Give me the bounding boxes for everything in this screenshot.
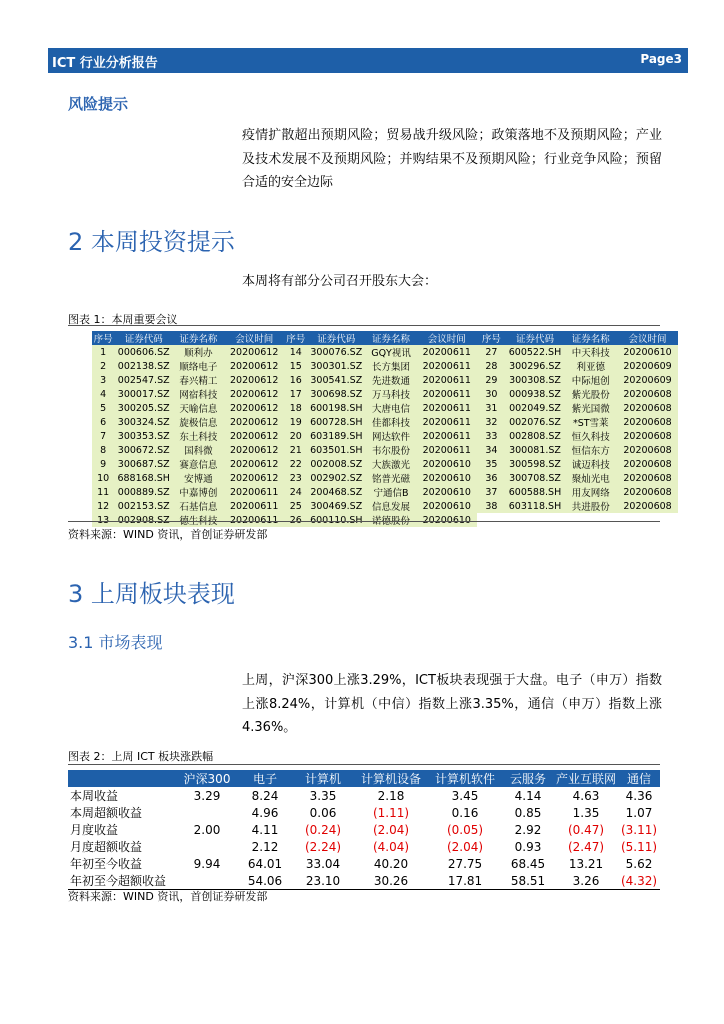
table-cell: 赛意信息 [173,457,224,471]
table-cell: 300708.SZ [506,471,565,485]
table-cell: 600110.SH [307,513,366,527]
table-cell: 300672.SZ [114,443,173,457]
table-cell: 20200612 [224,387,285,401]
table-row [92,457,678,471]
table-cell: 紫光股份 [564,387,617,401]
table-cell: 002902.SZ [307,471,366,485]
table-row [92,415,678,429]
table-cell: 1.07 [625,805,653,820]
table-cell: 0.93 [514,839,542,854]
table-cell: 31 [477,401,505,415]
table-cell: 40.20 [373,856,409,871]
table-cell: 2.18 [377,788,405,803]
table-cell: 603189.SH [307,429,366,443]
table-cell: 4.96 [251,805,279,820]
table-cell: 12 [92,499,114,513]
table-cell: 宁通信B [366,485,417,499]
table-cell [176,872,238,890]
table-cell: 5.62 [625,856,653,871]
table-cell: 300301.SZ [307,359,366,373]
table-cell: 0.85 [514,805,542,820]
table-cell: 15 [285,359,307,373]
table-cell [506,513,565,527]
table-cell: 26 [285,513,307,527]
table-cell: 共进股份 [564,499,617,513]
table-cell: 顺络电子 [173,359,224,373]
table-cell: 300541.SZ [307,373,366,387]
table-cell: 21 [285,443,307,457]
table-header-cell: 电子 [238,770,292,787]
table-2-caption: 图表 2：上周 ICT 板块涨跌幅 [68,750,214,763]
table-cell: 20 [285,429,307,443]
table-cell: 17.81 [428,872,502,890]
table-cell: 603118.SH [506,499,565,513]
table-cell: 600198.SH [307,401,366,415]
table-cell: 64.01 [247,856,283,871]
table-cell: 20200612 [224,359,285,373]
table-cell: 20200610 [416,485,477,499]
table-cell: 4.11 [251,822,279,837]
table-cell: 20200612 [224,401,285,415]
table-cell: 603501.SH [307,443,366,457]
table-cell: 中嘉博创 [173,485,224,499]
table-row [92,359,678,373]
table-cell: 20200608 [617,471,678,485]
table-cell: 002138.SZ [114,359,173,373]
table-cell: 33 [477,429,505,443]
table-header-cell: 证券代码 [506,331,565,345]
table-1-caption: 图表 1：本周重要会议 [68,313,178,326]
caption-1-rule [68,325,660,326]
table-cell: 23 [285,471,307,485]
table-header-cell: 会议时间 [416,331,477,345]
table-cell: 20200611 [416,401,477,415]
table-header-cell: 沪深300 [176,770,238,787]
table-cell: 20200609 [617,359,678,373]
table-header-cell: 序号 [477,331,505,345]
table-cell: 33.04 [305,856,341,871]
row-label: 年初至今收益 [70,857,143,871]
table-cell: 9.94 [193,856,221,871]
table-row [92,387,678,401]
table-cell: 3.29 [193,788,221,803]
table-header-cell: 证券名称 [564,331,617,345]
table-cell: 600588.SH [506,485,565,499]
table-cell: 24 [285,485,307,499]
table-cell: 20200612 [224,373,285,387]
table-cell: (2.04) [372,822,410,837]
table-header-cell: 证券名称 [366,331,417,345]
table-cell: 22 [285,457,307,471]
table-cell: 28 [477,359,505,373]
table-header-cell: 计算机软件 [428,770,502,787]
table-cell: 18 [285,401,307,415]
table-cell: 中际旭创 [564,373,617,387]
table-cell: 20200608 [617,387,678,401]
table-row [68,804,660,821]
table-cell: 002808.SZ [506,429,565,443]
table-header-cell: 证券代码 [307,331,366,345]
table-cell: 大唐电信 [366,401,417,415]
table-cell: 14 [285,345,307,359]
table-cell: 002908.SZ [114,513,173,527]
table-cell [477,513,505,527]
table-cell: 600728.SH [307,415,366,429]
table-header-cell: 会议时间 [617,331,678,345]
table-cell: 先进数通 [366,373,417,387]
table-cell: 紫光国微 [564,401,617,415]
table-cell: 27 [477,345,505,359]
meetings-table-header [92,331,678,345]
table-cell: 20200611 [416,387,477,401]
table-row [92,429,678,443]
table-cell: 4.36 [625,788,653,803]
table-cell: 20200611 [224,499,285,513]
table-cell: 200468.SZ [307,485,366,499]
table-cell: 20200612 [224,471,285,485]
meetings-table [92,331,678,527]
table-cell: 300687.SZ [114,457,173,471]
table-row [92,443,678,457]
row-label: 月度超额收益 [70,840,143,854]
table-cell: 37 [477,485,505,499]
table-cell: 20200610 [416,471,477,485]
table-cell: (0.05) [446,822,484,837]
table-row [92,485,678,499]
table-cell: 长方集团 [366,359,417,373]
section-2-intro: 本周将有部分公司召开股东大会： [242,274,438,289]
table-cell: 4 [92,387,114,401]
table-cell: 20200611 [416,443,477,457]
table-cell: 20200608 [617,401,678,415]
table-cell: 利亚德 [564,359,617,373]
row-label: 本周收益 [70,789,119,803]
table-cell: (5.11) [620,839,658,854]
section-2-heading: 2 本周投资提示 [68,228,235,256]
table-row [92,373,678,387]
table-header-cell: 证券代码 [114,331,173,345]
table-cell: (2.47) [567,839,605,854]
table-cell: 20200608 [617,485,678,499]
table-cell: 7 [92,429,114,443]
table-cell: 用友网络 [564,485,617,499]
table-cell: 20200608 [617,457,678,471]
table-cell: (0.24) [304,822,342,837]
caption-2-rule [68,764,660,765]
table-row [68,872,660,890]
table-cell: 300353.SZ [114,429,173,443]
table-cell: 20200612 [224,443,285,457]
table-cell: 20200609 [617,373,678,387]
table-cell: 国科微 [173,443,224,457]
table-cell: 000938.SZ [506,387,565,401]
table-cell: 4.63 [572,788,600,803]
table-cell: (2.04) [446,839,484,854]
table-cell: 大族激光 [366,457,417,471]
table-cell: 20200612 [224,429,285,443]
table-header-cell: 序号 [285,331,307,345]
table-row [92,499,678,513]
table-cell: 34 [477,443,505,457]
table-cell: 688168.SH [114,471,173,485]
table-cell: 13.21 [568,856,604,871]
table-cell: 20200611 [416,345,477,359]
table-cell: *ST雪莱 [564,415,617,429]
table-cell: 23.10 [292,872,354,890]
table-cell: 20200612 [224,457,285,471]
table-cell: 网达软件 [366,429,417,443]
table-row [92,401,678,415]
table-cell: 8.24 [251,788,279,803]
table-cell: 13 [92,513,114,527]
table-cell: 38 [477,499,505,513]
table-cell: 68.45 [510,856,546,871]
table-cell: 韦尔股份 [366,443,417,457]
table-cell: 54.06 [238,872,292,890]
table-header-cell: 计算机 [292,770,354,787]
table-cell: 000606.SZ [114,345,173,359]
table-cell: 佳都科技 [366,415,417,429]
sector-returns-table [68,770,660,890]
table-cell: 20200608 [617,415,678,429]
table-cell: 20200611 [416,415,477,429]
section-3-1-heading: 3.1 市场表现 [68,633,163,652]
table-cell: 3.35 [309,788,337,803]
table-cell: 30.26 [354,872,428,890]
table-cell: 东土科技 [173,429,224,443]
table-cell: 安博通 [173,471,224,485]
table-header-cell: 产业互联网 [556,772,617,786]
table-cell: 0.16 [451,805,479,820]
table-cell: 20200608 [617,443,678,457]
table-cell: 002076.SZ [506,415,565,429]
table-cell: 春兴精工 [173,373,224,387]
table-cell: 0.06 [309,805,337,820]
table-cell: (2.24) [304,839,342,854]
table-row [68,821,660,838]
table-cell: 27.75 [447,856,483,871]
table-cell [176,804,238,821]
table-cell: 网宿科技 [173,387,224,401]
table-cell: 20200611 [416,373,477,387]
table-cell: 铭普光磁 [366,471,417,485]
table-cell: 300469.SZ [307,499,366,513]
table-cell: 中天科技 [564,345,617,359]
table-cell: 002008.SZ [307,457,366,471]
sector-returns-header [68,770,660,787]
table-row [68,787,660,804]
table-cell: 万马科技 [366,387,417,401]
table-cell: 诺德股份 [366,513,417,527]
table-2-source: 资料来源：WIND 资讯，首创证券研发部 [68,890,268,903]
table-cell: 20200611 [416,429,477,443]
table-cell: 16 [285,373,307,387]
table-cell [176,838,238,855]
row-label: 年初至今超额收益 [68,872,176,890]
table-cell: GQY视讯 [366,345,417,359]
table-cell: 600522.SH [506,345,565,359]
table-cell: 300205.SZ [114,401,173,415]
table-cell: 10 [92,471,114,485]
table-cell: 20200612 [224,345,285,359]
table-cell: 20200610 [416,499,477,513]
table-cell: 58.51 [502,872,554,890]
section-3-heading: 3 上周板块表现 [68,580,235,608]
table-header-cell: 计算机设备 [354,770,428,787]
table-cell: 2 [92,359,114,373]
table-row [92,345,678,359]
table-cell: (3.11) [620,822,658,837]
table-cell: 2.12 [251,839,279,854]
table-cell: 300324.SZ [114,415,173,429]
table-cell: 6 [92,415,114,429]
table-header-cell: 证券名称 [173,331,224,345]
table-cell: 35 [477,457,505,471]
table-cell: 002049.SZ [506,401,565,415]
table-row [92,513,678,527]
table-cell: 300598.SZ [506,457,565,471]
table-cell: 5 [92,401,114,415]
table-cell: 天喻信息 [173,401,224,415]
table-cell: 300017.SZ [114,387,173,401]
table-cell: 3.26 [554,872,618,890]
table-cell: (4.32) [618,872,660,890]
table-cell: 19 [285,415,307,429]
table-cell: 000889.SZ [114,485,173,499]
table-cell: 30 [477,387,505,401]
table-cell: (4.04) [372,839,410,854]
market-paragraph: 上周，沪深300上涨3.29%，ICT板块表现强于大盘。电子（申万）指数上涨8.24%，计算机（中信）指数上涨3.35%，通信（申万）指数上涨4.36%。 [242,673,662,735]
table-cell: 2.00 [193,822,221,837]
table-cell: 石基信息 [173,499,224,513]
table-cell: 20200608 [617,429,678,443]
table-cell [564,513,617,527]
table-header-cell [68,770,176,787]
table-cell: 20200610 [416,513,477,527]
table-cell: 300296.SZ [506,359,565,373]
table-cell: 旋极信息 [173,415,224,429]
table-cell: 20200610 [617,345,678,359]
table-cell: (1.11) [372,805,410,820]
table-cell: 9 [92,457,114,471]
table-cell: 32 [477,415,505,429]
table-header-cell: 云服务 [502,770,554,787]
table-cell: 1.35 [572,805,600,820]
table-cell: 29 [477,373,505,387]
table-1-source: 资料来源：WIND 资讯，首创证券研发部 [68,528,268,541]
table-cell: 20200611 [224,513,285,527]
table-cell: 顺利办 [173,345,224,359]
table-cell: 2.92 [514,822,542,837]
risk-heading: 风险提示 [68,95,129,113]
table-cell: 002547.SZ [114,373,173,387]
table-cell: 德生科技 [173,513,224,527]
table-cell: 信息发展 [366,499,417,513]
table-cell: 25 [285,499,307,513]
table-row [92,471,678,485]
table-cell: 诚迈科技 [564,457,617,471]
page-header [48,48,688,73]
table-cell: 17 [285,387,307,401]
table-cell: 20200612 [224,415,285,429]
table-cell: 1 [92,345,114,359]
table-cell: 11 [92,485,114,499]
table-cell: 恒信东方 [564,443,617,457]
table-header-cell: 会议时间 [224,331,285,345]
table-cell: 20200610 [416,457,477,471]
table-cell: 8 [92,443,114,457]
table-cell: (0.47) [567,822,605,837]
table-row [68,855,660,872]
table-cell: 3 [92,373,114,387]
table-cell: 20200611 [416,359,477,373]
row-label: 本周超额收益 [70,806,143,820]
table-cell: 恒久科技 [564,429,617,443]
row-label: 月度收益 [70,823,119,837]
table-cell: 20200608 [617,499,678,513]
table-cell: 300698.SZ [307,387,366,401]
table-header-cell: 通信 [618,770,660,787]
table-cell: 002153.SZ [114,499,173,513]
table-row [68,838,660,855]
page-number: Page3 [640,52,682,66]
table-header-cell: 序号 [92,331,114,345]
table-cell: 36 [477,471,505,485]
table-cell: 聚灿光电 [564,471,617,485]
risk-paragraph: 疫情扩散超出预期风险；贸易战升级风险；政策落地不及预期风险；产业及技术发展不及预期风险；并购结果不及预期风险；行业竞争风险；预留合适的安全边际 [242,128,662,190]
table-cell: 300308.SZ [506,373,565,387]
table-cell [617,513,678,527]
table-cell: 300081.SZ [506,443,565,457]
table-cell: 20200611 [224,485,285,499]
report-title: ICT 行业分析报告 [52,56,158,71]
table-cell: 4.14 [514,788,542,803]
table-cell: 3.45 [451,788,479,803]
table-1-bottom-rule [68,521,660,522]
table-cell: 300076.SZ [307,345,366,359]
